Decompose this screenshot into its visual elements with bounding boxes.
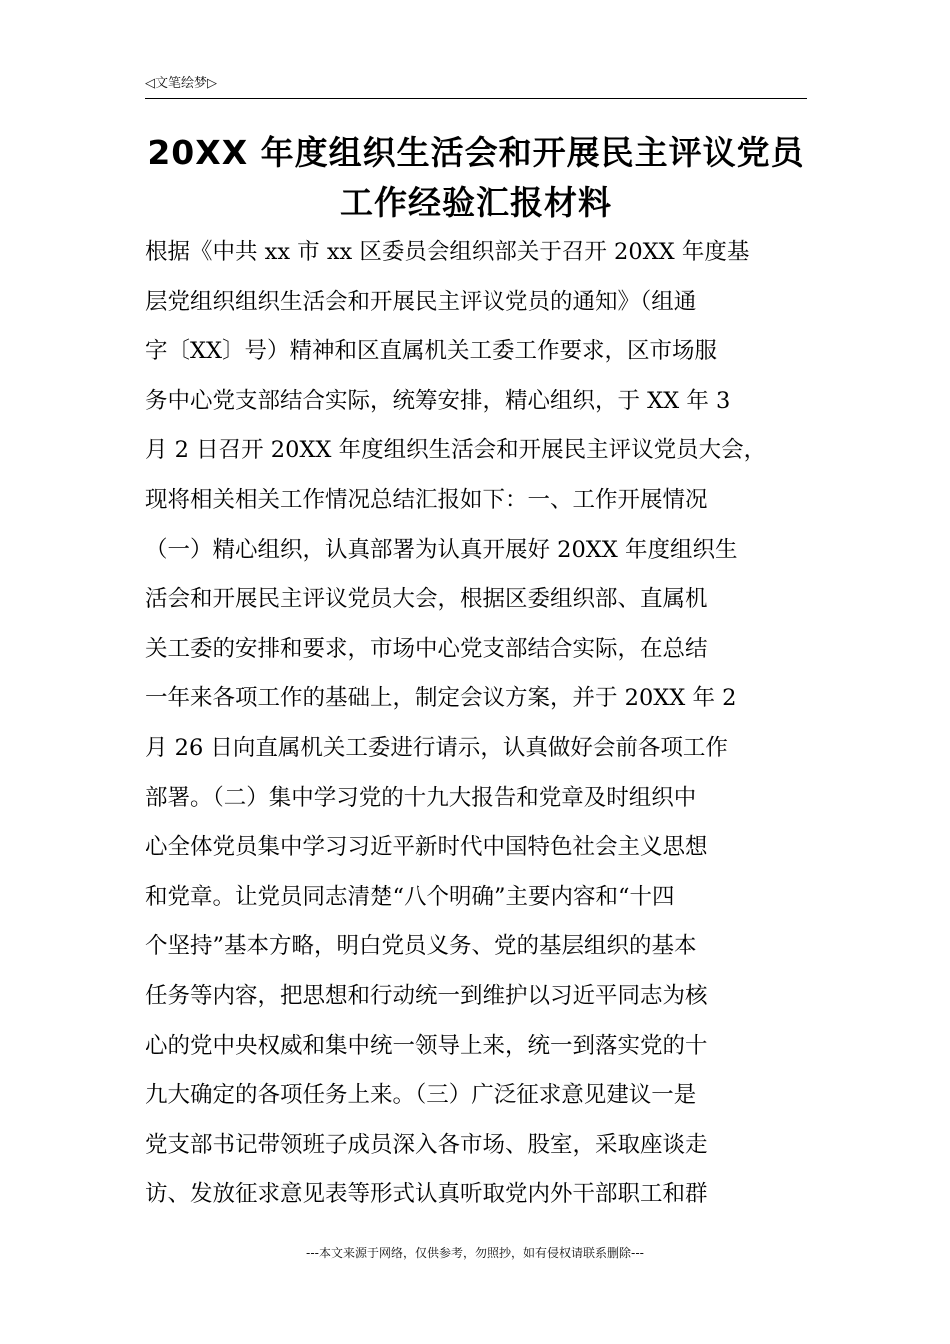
body-line: 根据《中共 xx 市 xx 区委员会组织部关于召开 20XX 年度基 bbox=[145, 239, 750, 265]
body-line: 月 26 日向直属机关工委进行请示，认真做好会前各项工作 bbox=[145, 734, 728, 761]
body-line: 任务等内容，把思想和行动统一到维护以习近平同志为核 bbox=[145, 982, 708, 1009]
document-title bbox=[120, 128, 832, 228]
body-line: 心全体党员集中学习习近平新时代中国特色社会主义思想 bbox=[145, 834, 708, 861]
body-text bbox=[145, 228, 817, 1220]
body-line: （一）精心组织，认真部署为认真开展好 20XX 年度组织生 bbox=[145, 536, 738, 563]
body-line: 字〔XX〕号）精神和区直属机关工委工作要求，区市场服 bbox=[145, 338, 718, 365]
body-line: 心的党中央权威和集中统一领导上来，统一到落实党的十 bbox=[145, 1032, 708, 1059]
title-line-2: 工作经验汇报材料 bbox=[340, 183, 612, 222]
page-footer: ---本文来源于网络，仅供参考，勿照抄，如有侵权请联系删除--- bbox=[306, 1246, 644, 1260]
page-header bbox=[145, 74, 807, 99]
body-line: 一年来各项工作的基础上，制定会议方案，并于 20XX 年 2 bbox=[145, 685, 737, 712]
body-line: 务中心党支部结合实际，统筹安排，精心组织，于 XX 年 3 bbox=[145, 387, 731, 414]
body-line: 访、发放征求意见表等形式认真听取党内外干部职工和群 bbox=[145, 1181, 708, 1208]
title-line-1: 20XX 年度组织生活会和开展民主评议党员 bbox=[147, 133, 805, 172]
body-line: 现将相关相关工作情况总结汇报如下：一、工作开展情况 bbox=[145, 486, 708, 513]
body-line: 层党组织组织生活会和开展民主评议党员的通知》（组通 bbox=[145, 288, 697, 315]
body-line: 党支部书记带领班子成员深入各市场、股室，采取座谈走 bbox=[145, 1131, 708, 1158]
body-line: 活会和开展民主评议党员大会，根据区委组织部、直属机 bbox=[145, 586, 708, 613]
body-line: 月 2 日召开 20XX 年度组织生活会和开展民主评议党员大会， bbox=[145, 437, 767, 464]
body-line: 和党章。让党员同志清楚“八个明确”主要内容和“十四 bbox=[145, 883, 675, 910]
body-line: 部署。（二）集中学习党的十九大报告和党章及时组织中 bbox=[145, 784, 697, 811]
header-text: ◁文笔绘梦▷ bbox=[145, 76, 217, 91]
body-line: 九大确定的各项任务上来。（三）广泛征求意见建议一是 bbox=[145, 1082, 697, 1109]
body-line: 关工委的安排和要求，市场中心党支部结合实际，在总结 bbox=[145, 635, 708, 662]
body-line: 个坚持”基本方略，明白党员义务、党的基层组织的基本 bbox=[145, 933, 697, 960]
